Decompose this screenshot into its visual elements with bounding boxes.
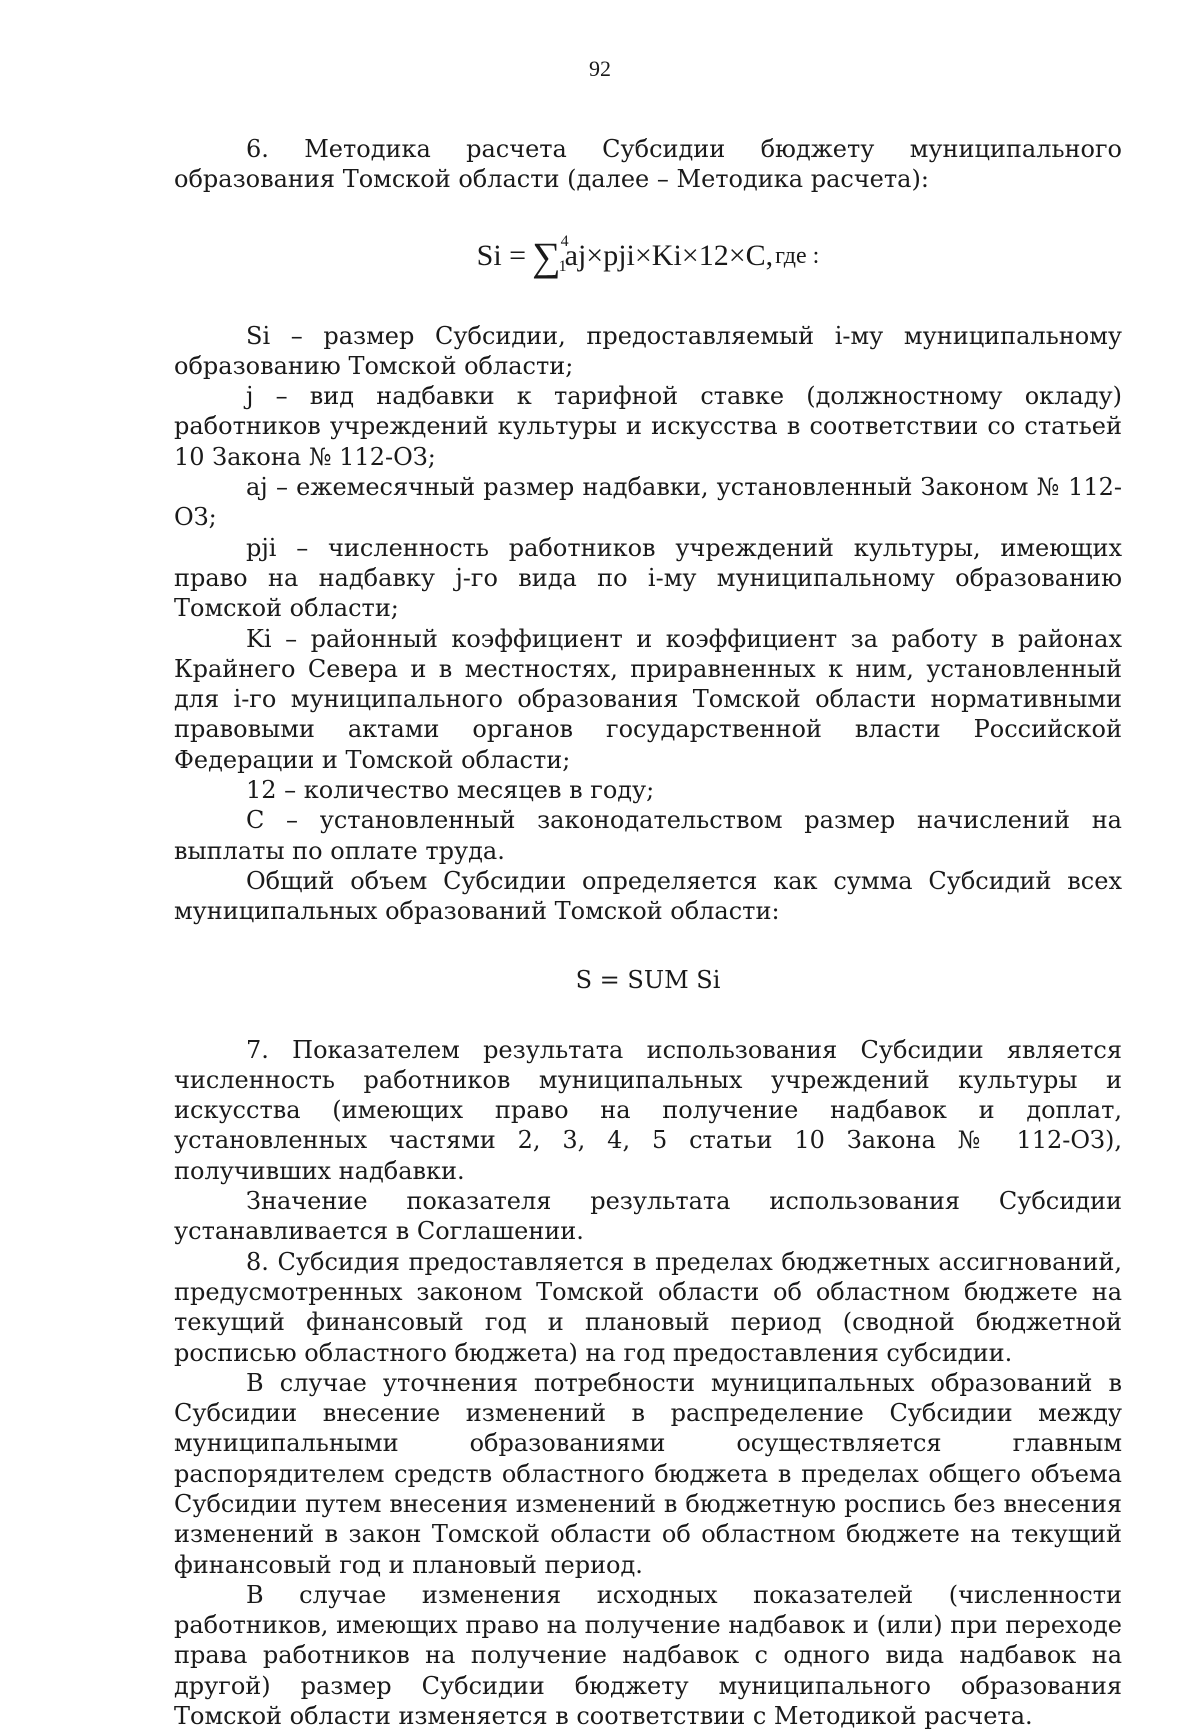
paragraph-def-c: С – установленный законодательством размер начислений на выплаты по оплате труда. [174,806,1122,865]
paragraph-def-si: Si – размер Субсидии, предоставляемый i-му муниципальному образованию Томской области; [174,321,1122,380]
page-number: 92 [589,56,611,81]
paragraph-item-8: 8. Субсидия предоставляется в пределах бюджетных ассигнований, предусмотренных законом Томской области об областном бюджете на текущий финансовый год и плановый период (сводной бюджетной росписью областного бюджета) на год предоставления субсидии. [174,1247,1122,1367]
formula-rhs: aj×pji×Ki×12×C, [564,239,774,273]
paragraph-indicator-value: Значение показателя результата использования Субсидии устанавливается в Соглашении. [174,1187,1122,1246]
paragraph-methodology-intro: 6. Методика расчета Субсидии бюджету муниципального образования Томской области (далее – Методика расчета): [174,135,1122,194]
subsidy-formula [174,197,1122,317]
sum-upper-limit: 4 [560,232,569,250]
formula-suffix: где : [775,243,820,270]
paragraph-indicator-change: В случае изменения исходных показателей (численности работников, имеющих право на получение надбавок и (или) при переходе права работников на получение надбавок с одного вида надбавок на другой) размер Субсидии бюджету муниципального образования Томской области изменяется в соответствии с Методикой расчета. [174,1580,1122,1731]
sum-operator [532,232,569,279]
paragraph-def-aj: aj – ежемесячный размер надбавки, установленный Законом № 112-ОЗ; [174,473,1122,532]
paragraph-def-12: 12 – количество месяцев в году; [246,776,655,805]
paragraph-def-j: j – вид надбавки к тарифной ставке (должностному окладу) работников учреждений культуры и искусства в соответствии со статьей 10 Закона № 112-ОЗ; [174,382,1122,471]
document-body [174,134,1122,1731]
paragraph-def-pji: pji – численность работников учреждений культуры, имеющих право на надбавку j-го вида по i-му муниципальному образованию Томской области; [174,533,1122,623]
formula-lhs: Si = [476,239,527,273]
total-sum-formula: S = SUM Si [575,966,721,995]
paragraph-def-ki: Ki – районный коэффициент и коэффициент за работу в районах Крайнего Севера и в местностях, приравненных к ним, установленный для i-го муниципального образования Томской области нормативными правовыми актами органов государственной власти Российской Федерации и Томской области; [174,624,1122,774]
paragraph-item-7: 7. Показателем результата использования Субсидии является численность работников муниципальных учреждений культуры и искусства (имеющих право на получение надбавок и доплат, установленных частями 2, 3, 4, 5 статьи 10 Закона № 112-ОЗ), получивших надбавки. [174,1035,1122,1185]
paragraph-total-volume: Общий объем Субсидии определяется как сумма Субсидий всех муниципальных образований Томской области: [174,866,1122,926]
sum-lower-limit: 1 [558,258,567,276]
paragraph-need-clarification: В случае уточнения потребности муниципальных образований в Субсидии внесение изменений в распределение Субсидии между муниципальными образованиями осуществляется главным распорядителем средств областного бюджета в пределах общего объема Субсидии путем внесения изменений в бюджетную роспись без внесения изменений в закон Томской области об областном бюджете на текущий финансовый год и плановый период. [174,1368,1122,1579]
sigma-symbol: ∑ [532,233,561,279]
